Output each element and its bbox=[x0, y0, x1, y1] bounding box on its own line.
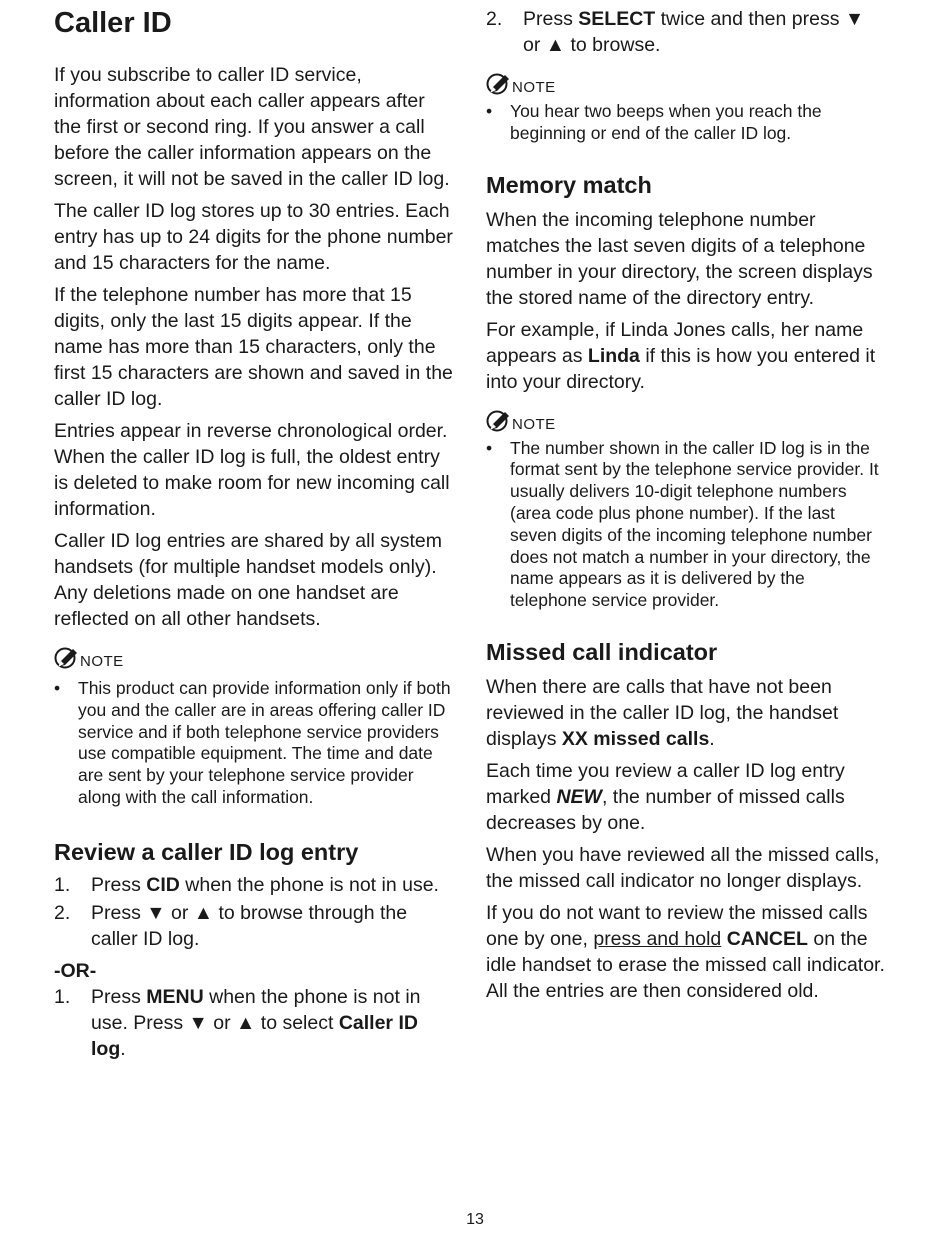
step-number: 1. bbox=[54, 873, 71, 896]
cancel-key: CANCEL bbox=[726, 927, 808, 950]
note-block bbox=[54, 644, 454, 809]
missed-calls-paragraph: When there are calls that have not been reviewed in the caller ID log, the handset displays XX missed calls. bbox=[486, 675, 839, 750]
new-marker: NEW bbox=[556, 785, 602, 808]
note-header bbox=[486, 407, 886, 433]
down-arrow-icon: ▼ bbox=[188, 1011, 208, 1034]
note-text: The number shown in the caller ID log is in the format sent by the telephone service provider. It usually delivers 10-digit telephone numbers (area code plus phone number). If the last seven digits of the incoming telephone number does not match a number in your directory, the name appears as it is delivered by the telephone service provider. bbox=[510, 437, 879, 611]
page-title: Caller ID bbox=[54, 7, 172, 39]
digits-limit-paragraph: If the telephone number has more that 15 digits, only the last 15 digits appear. If the name has more than 15 characters, only the first 15 characters are shown and saved in the caller ID log. bbox=[54, 284, 453, 410]
cid-key: CID bbox=[146, 873, 180, 896]
step-number: 2. bbox=[54, 901, 71, 924]
up-arrow-icon: ▲ bbox=[236, 1011, 256, 1034]
note-label: NOTE bbox=[512, 79, 556, 96]
review-step-2-select bbox=[486, 6, 886, 58]
note-pen-icon bbox=[54, 646, 79, 670]
down-arrow-icon: ▼ bbox=[146, 901, 166, 924]
order-paragraph: Entries appear in reverse chronological order. When the caller ID log is full, the oldest entry is deleted to make room for new incoming call information. bbox=[54, 420, 450, 520]
menu-key: MENU bbox=[146, 985, 204, 1008]
shared-log-paragraph: Caller ID log entries are shared by all system handsets (for multiple handset models only). Any deletions made on one handset are reflected on all other handsets. bbox=[54, 530, 442, 630]
bullet: • bbox=[486, 101, 493, 121]
note-block bbox=[486, 70, 886, 145]
step-text: Press CID when the phone is not in use. bbox=[91, 873, 439, 896]
memory-example-paragraph: For example, if Linda Jones calls, her name appears as Linda if this is how you entered it into your directory. bbox=[486, 318, 876, 393]
bullet: • bbox=[486, 437, 493, 458]
left-column bbox=[54, 0, 454, 1062]
cancel-paragraph: If you do not want to review the missed calls one by one, press and hold CANCEL on the idle handset to erase the missed call indicator. All the entries are then considered old. bbox=[486, 901, 885, 1002]
linda-name: Linda bbox=[587, 344, 640, 367]
note-label: NOTE bbox=[80, 653, 124, 670]
review-step-2 bbox=[54, 900, 454, 952]
step-text: Press SELECT twice and then press ▼ or ▲ to browse. bbox=[523, 8, 865, 56]
note-header bbox=[486, 70, 886, 96]
or-separator: -OR- bbox=[54, 959, 97, 982]
up-arrow-icon: ▲ bbox=[193, 901, 214, 924]
review-step-1-alt bbox=[54, 984, 454, 1062]
note-text: This product can provide information only if both you and the caller are in areas offering caller ID service and if both telephone service providers use compatible equipment. The time and date are sent by your telephone service provider along with the call information. bbox=[78, 678, 451, 807]
memory-match-paragraph: When the incoming telephone number matches the last seven digits of a telephone number in your directory, the screen displays the stored name of the directory entry. bbox=[486, 208, 873, 309]
step-text: Press MENU when the phone is not in use. Press ▼ or ▲ to select Caller ID log. bbox=[91, 985, 421, 1060]
intro-paragraph: If you subscribe to caller ID service, information about each caller appears after the first or second ring. If you answer a call before the caller information appears on the screen, it will not be saved in the caller ID log. bbox=[54, 64, 450, 190]
missed-call-heading: Missed call indicator bbox=[486, 638, 718, 665]
note-pen-icon bbox=[486, 409, 511, 433]
press-and-hold-text: press and hold bbox=[593, 927, 722, 950]
note-block bbox=[486, 407, 886, 612]
memory-match-heading: Memory match bbox=[486, 171, 652, 198]
review-step-1 bbox=[54, 872, 454, 898]
bullet: • bbox=[54, 678, 61, 698]
note-item bbox=[486, 101, 886, 145]
step-number: 1. bbox=[54, 985, 71, 1008]
down-arrow-icon: ▼ bbox=[844, 8, 865, 30]
up-arrow-icon: ▲ bbox=[545, 34, 566, 56]
log-capacity-paragraph: The caller ID log stores up to 30 entries. Each entry has up to 24 digits for the phone number and 15 characters for the name. bbox=[54, 200, 453, 274]
reviewed-all-paragraph: When you have reviewed all the missed calls, the missed call indicator no longer displays. bbox=[486, 843, 880, 892]
note-pen-icon bbox=[486, 72, 511, 96]
review-heading: Review a caller ID log entry bbox=[54, 838, 359, 865]
note-text: You hear two beeps when you reach the beginning or end of the caller ID log. bbox=[510, 101, 822, 143]
note-header bbox=[54, 644, 454, 670]
right-column bbox=[486, 0, 886, 1004]
new-entry-paragraph: Each time you review a caller ID log entry marked NEW, the number of missed calls decreases by one. bbox=[486, 759, 845, 834]
select-key: SELECT bbox=[578, 8, 656, 30]
caller-id-log-option: Caller ID log bbox=[91, 1011, 418, 1060]
note-item bbox=[486, 438, 886, 612]
step-number: 2. bbox=[486, 8, 503, 30]
missed-calls-display: XX missed calls bbox=[561, 727, 710, 750]
note-label: NOTE bbox=[512, 415, 556, 433]
note-item bbox=[54, 678, 454, 809]
page-number: 13 bbox=[466, 1211, 484, 1228]
step-text: Press ▼ or ▲ to browse through the caller ID log. bbox=[91, 901, 408, 950]
